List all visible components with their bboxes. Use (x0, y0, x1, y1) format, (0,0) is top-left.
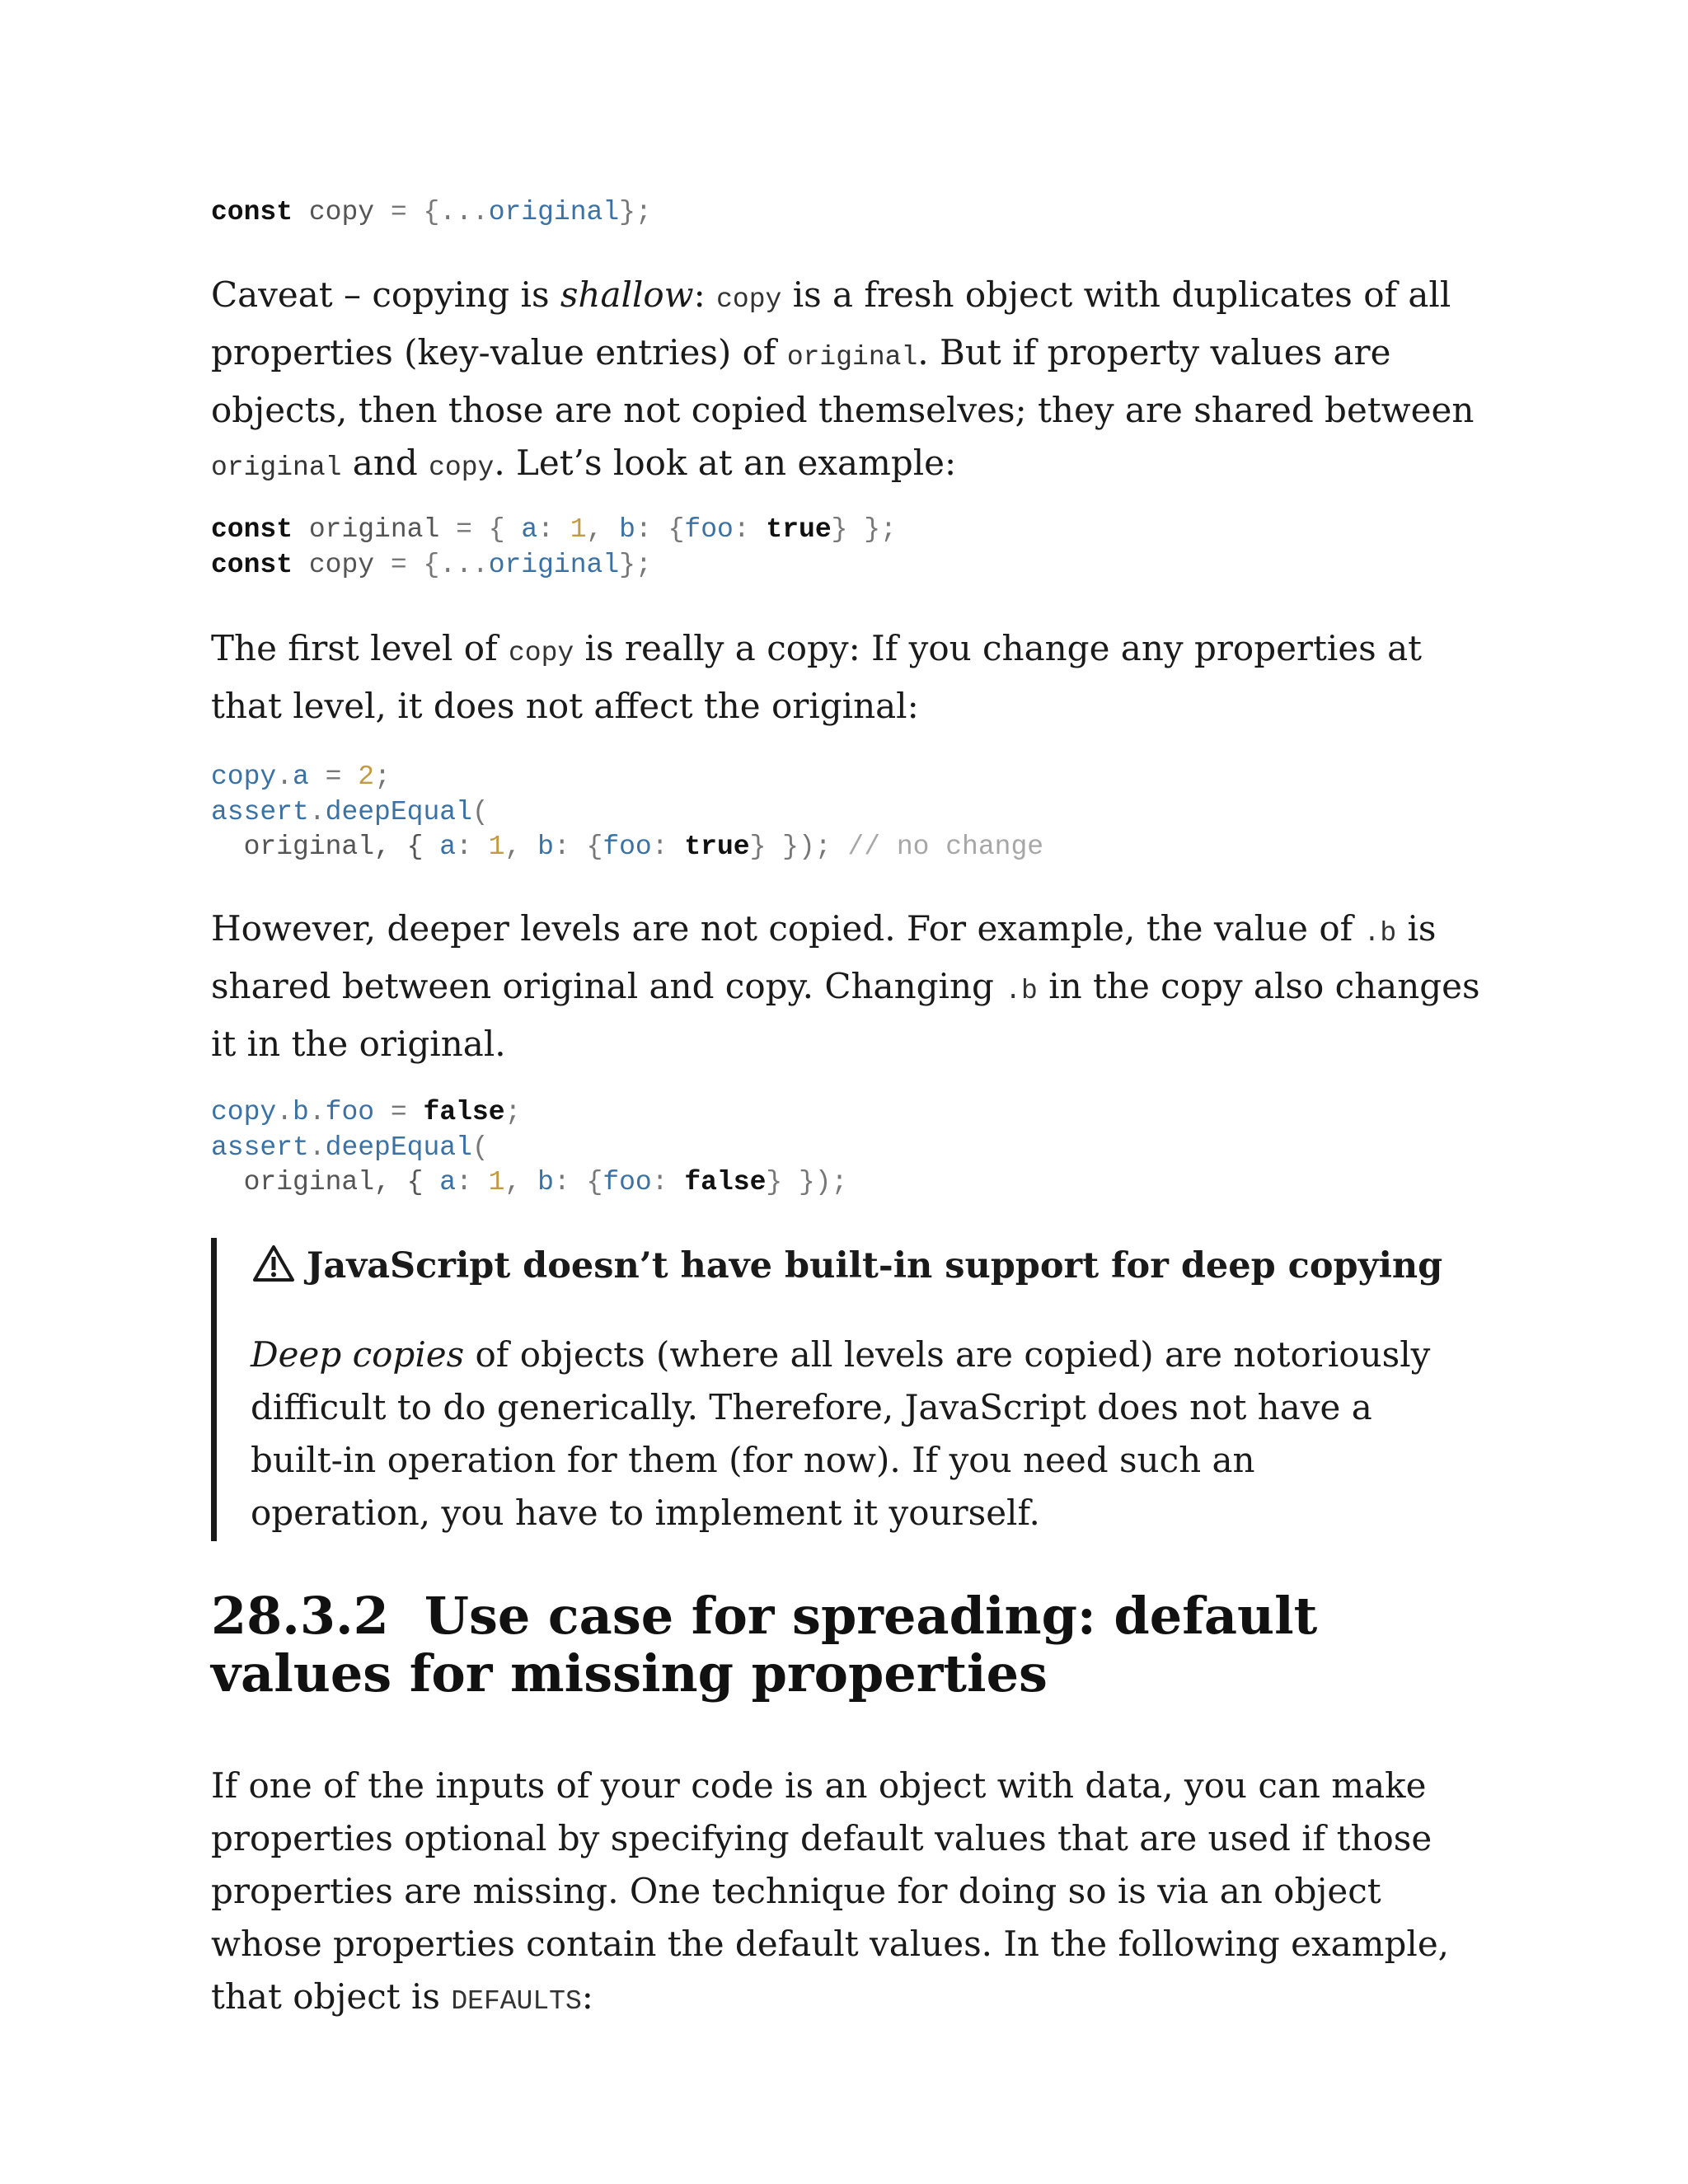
code-punctuation: : (456, 832, 489, 862)
code-number: 1 (488, 832, 505, 862)
callout-title (252, 1240, 1442, 1292)
code-comment: // no change (847, 832, 1044, 862)
code-punctuation: . (308, 1132, 326, 1163)
inline-code: original (211, 452, 342, 483)
code-block-copy (211, 195, 652, 231)
code-line (211, 514, 897, 545)
code-block-change-a (211, 760, 1043, 865)
code-property: foo (603, 832, 652, 862)
text: However, deeper levels are not copied. For example, the value of (211, 908, 1364, 949)
code-keyword: const (211, 514, 293, 545)
code-property: foo (684, 514, 734, 545)
text: of objects (where all levels are copied) are notoriously difficult to do generically. Therefore, JavaScript does not have a built-in operation for them (for now). If you need such an operation, you have to implement it yourself. (251, 1334, 1431, 1533)
callout-body (251, 1329, 1446, 1540)
code-block-original-copy (211, 513, 897, 583)
text: is shared between original and copy. Changing (211, 908, 1437, 1006)
code-punctuation: : (537, 514, 570, 545)
text: Caveat – copying is (211, 274, 560, 315)
code-keyword: const (211, 197, 293, 227)
text: . Let’s look at an example: (494, 443, 957, 483)
callout-title-text: JavaScript doesn’t have built-in support for deep copying (307, 1245, 1443, 1286)
text: . But if property values are objects, then those are not copied themselves; they are shared between (211, 332, 1475, 430)
inline-code: DEFAULTS (451, 1986, 582, 2017)
section-title: Use case for spreading: default values for missing properties (211, 1586, 1318, 1704)
code-identifier: copy (211, 762, 277, 792)
text: is really a copy: If you change any properties at that level, it does not affect the original: (211, 628, 1422, 726)
code-punctuation: , (586, 514, 620, 545)
emphasis-text: Deep copies (251, 1334, 465, 1375)
code-keyword: false (423, 1097, 505, 1127)
code-space (374, 1097, 391, 1127)
code-property: deepEqual (325, 1132, 472, 1163)
code-operator: = (390, 1097, 407, 1127)
section-number: 28.3.2 (211, 1586, 389, 1646)
code-property: a (439, 832, 457, 862)
inline-code: .b (1363, 918, 1397, 949)
code-punctuation: { (471, 514, 522, 545)
code-punctuation: ; (504, 1097, 522, 1127)
code-property: b (537, 832, 554, 862)
code-punctuation: {... (406, 549, 489, 580)
code-keyword: const (211, 549, 293, 580)
code-identifier: original (488, 549, 620, 580)
code-punctuation: } }; (831, 514, 897, 545)
code-number: 1 (488, 1167, 505, 1197)
code-punctuation: . (276, 1097, 293, 1127)
code-identifier: original, { (211, 832, 440, 862)
code-punctuation: . (308, 1097, 326, 1127)
code-property: foo (603, 1167, 652, 1197)
code-property: foo (325, 1097, 375, 1127)
code-punctuation: : (733, 514, 767, 545)
code-property: deepEqual (325, 796, 472, 827)
code-line (211, 762, 391, 792)
code-keyword: false (684, 1167, 767, 1197)
code-identifier: original (293, 514, 457, 545)
code-identifier: copy (211, 1097, 277, 1127)
emphasis-text: shallow (560, 274, 694, 315)
code-space (309, 762, 326, 792)
code-identifier: copy (293, 549, 391, 580)
inline-code: copy (429, 452, 495, 483)
code-operator: = (390, 549, 407, 580)
code-punctuation: ( (471, 1132, 489, 1163)
code-property: a (521, 514, 538, 545)
code-property: a (439, 1167, 457, 1197)
code-line (211, 1132, 489, 1163)
callout-bar (211, 1238, 217, 1541)
code-punctuation: : (456, 1167, 489, 1197)
code-number: 1 (570, 514, 587, 545)
code-punctuation: {... (406, 197, 489, 227)
code-punctuation: } }); (749, 832, 848, 862)
code-space (407, 1097, 424, 1127)
inline-code: copy (716, 284, 782, 315)
code-punctuation: , (504, 1167, 538, 1197)
inline-code: copy (508, 638, 574, 668)
code-identifier: assert (211, 1132, 309, 1163)
code-punctuation: , (504, 832, 538, 862)
code-line (211, 1097, 521, 1127)
code-keyword: true (766, 514, 832, 545)
inline-code: original (786, 342, 918, 373)
code-space (341, 762, 358, 792)
code-identifier: original, { (211, 1167, 440, 1197)
text: is a fresh object with duplicates of all properties (key-value entries) of (211, 274, 1451, 373)
code-identifier: assert (211, 796, 309, 827)
paragraph-first-level (211, 622, 1480, 733)
code-line (211, 550, 652, 580)
text: If one of the inputs of your code is an object with data, you can make properties optional by specifying default values that are used if those properties are missing. One technique for doing so is via an object whose properties contain the default values. In the following example, that object is (211, 1765, 1450, 2017)
code-operator: = (456, 514, 472, 545)
paragraph-defaults (211, 1760, 1480, 2028)
code-line (211, 1167, 847, 1197)
code-punctuation: : (651, 832, 685, 862)
code-identifier: copy (293, 197, 391, 227)
code-punctuation: ( (471, 796, 489, 827)
code-line (211, 197, 652, 227)
inline-code: .b (1005, 976, 1038, 1006)
code-identifier: original (488, 197, 620, 227)
code-punctuation: : { (553, 832, 603, 862)
warning-icon (252, 1244, 295, 1282)
code-punctuation: : (651, 1167, 685, 1197)
code-keyword: true (684, 832, 750, 862)
code-punctuation: ; (374, 762, 391, 792)
paragraph-deeper-levels (211, 902, 1480, 1071)
code-punctuation: : { (553, 1167, 603, 1197)
code-property: a (293, 762, 309, 792)
text: : (581, 1976, 593, 2017)
code-punctuation: }; (619, 549, 652, 580)
warning-callout (211, 1238, 1480, 1541)
paragraph-shallow-caveat (211, 269, 1480, 494)
code-property: b (293, 1097, 309, 1127)
section-heading (211, 1587, 1480, 1703)
text: in the copy also changes it in the original. (211, 966, 1480, 1064)
code-line (211, 797, 489, 827)
code-block-change-foo (211, 1095, 847, 1201)
code-punctuation: } }); (766, 1167, 848, 1197)
code-punctuation: . (308, 796, 326, 827)
code-property: b (537, 1167, 554, 1197)
code-punctuation: }; (619, 197, 652, 227)
code-operator: = (325, 762, 342, 792)
code-number: 2 (358, 762, 375, 792)
code-operator: = (390, 197, 407, 227)
code-punctuation: : { (635, 514, 685, 545)
text: and (341, 443, 429, 483)
text: : (693, 274, 717, 315)
text: The first level of (211, 628, 509, 668)
code-line (211, 832, 1043, 862)
code-punctuation: . (276, 762, 293, 792)
code-property: b (619, 514, 635, 545)
